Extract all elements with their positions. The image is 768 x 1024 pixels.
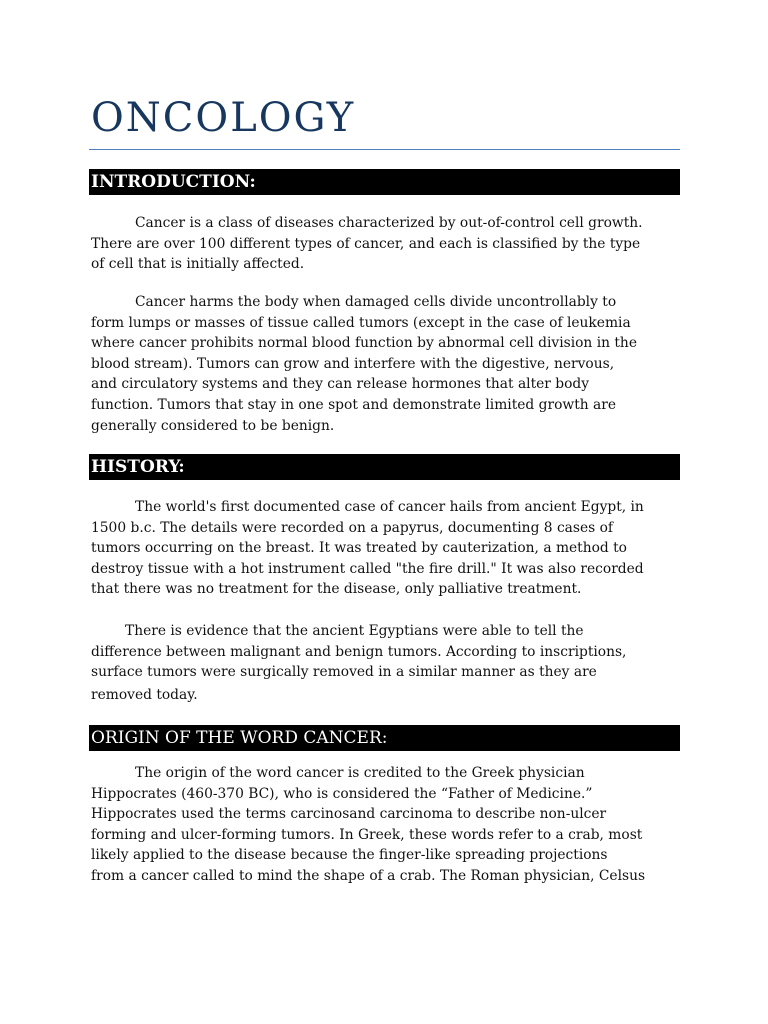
text-line: The origin of the word cancer is credited to the Greek physician <box>135 765 585 781</box>
text-line: Cancer harms the body when damaged cells divide uncontrollably to <box>135 294 617 310</box>
text-line: difference between malignant and benign tumors. According to inscriptions, <box>91 643 627 660</box>
text-line: destroy tissue with a hot instrument called "the fire drill." It was also recorded <box>91 560 644 577</box>
text-line: Hippocrates used the terms carcinosand carcinoma to describe non-ulcer <box>91 806 607 823</box>
text-line: that there was no treatment for the disease, only palliative treatment. <box>91 581 582 598</box>
section-heading-history: HISTORY: <box>89 454 680 480</box>
document-title: ONCOLOGY <box>91 95 356 141</box>
text-line: tumors occurring on the breast. It was treated by cauterization, a method to <box>91 540 627 557</box>
title-underline <box>89 149 680 150</box>
text-line: and circulatory systems and they can release hormones that alter body <box>91 376 590 393</box>
text-line: from a cancer called to mind the shape of a crab. The Roman physician, Celsus <box>91 867 646 884</box>
text-line: The world's first documented case of cancer hails from ancient Egypt, in <box>135 499 644 515</box>
text-line: There are over 100 different types of cancer, and each is classified by the type <box>91 235 641 252</box>
text-line: There is evidence that the ancient Egyptians were able to tell the <box>125 623 584 639</box>
text-line: function. Tumors that stay in one spot and demonstrate limited growth are <box>91 396 616 413</box>
text-line: generally considered to be benign. <box>91 417 335 434</box>
text-line: removed today. <box>91 686 198 703</box>
text-line: likely applied to the disease because the finger-like spreading projections <box>91 847 608 864</box>
history-paragraph-2 <box>91 621 681 705</box>
intro-paragraph-2 <box>91 292 681 436</box>
text-line: blood stream). Tumors can grow and interfere with the digestive, nervous, <box>91 355 615 372</box>
history-paragraph-1 <box>91 497 681 600</box>
text-line: where cancer prohibits normal blood function by abnormal cell division in the <box>91 335 637 352</box>
text-line: Hippocrates (460-370 BC), who is considered the “Father of Medicine.” <box>91 785 593 802</box>
text-line: of cell that is initially affected. <box>91 256 305 273</box>
section-heading-origin: ORIGIN OF THE WORD CANCER: <box>89 725 680 751</box>
origin-paragraph-1 <box>91 763 681 887</box>
text-line: forming and ulcer-forming tumors. In Greek, these words refer to a crab, most <box>91 826 643 843</box>
text-line: form lumps or masses of tissue called tumors (except in the case of leukemia <box>91 314 631 331</box>
text-line: Cancer is a class of diseases characterized by out-of-control cell growth. <box>135 215 643 231</box>
text-line: surface tumors were surgically removed in a similar manner as they are <box>91 664 597 681</box>
section-heading-introduction: INTRODUCTION: <box>89 169 680 195</box>
intro-paragraph-1 <box>91 213 681 275</box>
text-line: 1500 b.c. The details were recorded on a papyrus, documenting 8 cases of <box>91 519 614 536</box>
